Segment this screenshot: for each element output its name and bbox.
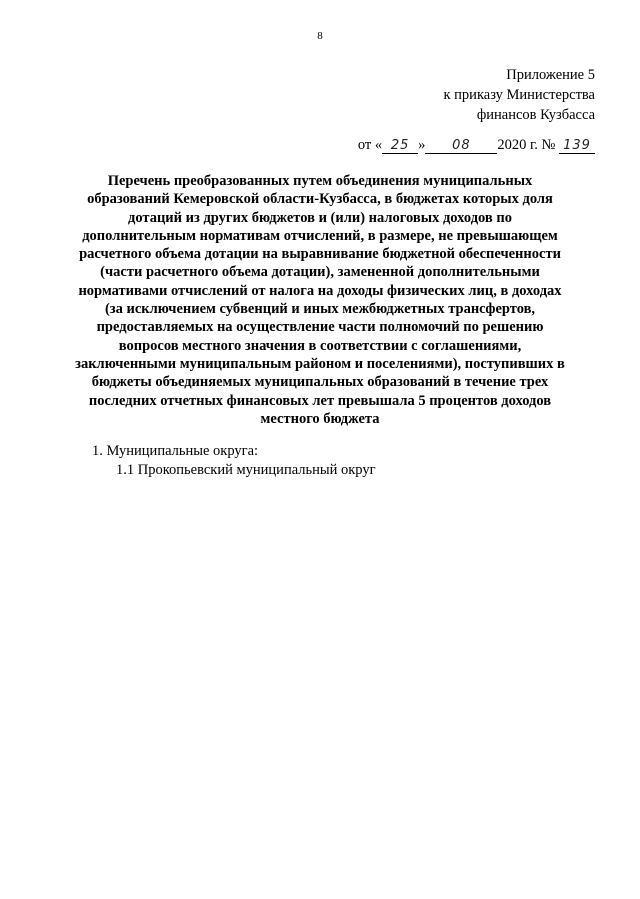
title-line: дотаций из других бюджетов и (или) налоговых доходов по — [128, 209, 512, 226]
document-title — [70, 172, 570, 428]
municipality-list — [92, 442, 376, 480]
list-item: 1. Муниципальные округа: — [92, 443, 259, 459]
title-line: расчетного объема дотации на выравнивание бюджетной обеспеченности — [79, 246, 561, 263]
order-date-line — [358, 136, 595, 154]
title-line: заключенными муниципальным районом и поселениями), поступивших в — [75, 355, 565, 372]
title-line: дополнительным нормативам отчислений, в размере, не превышающем — [82, 227, 558, 244]
order-prefix: от « — [357, 137, 383, 153]
order-day: 25 — [382, 139, 418, 154]
title-line: последних отчетных финансовых лет превышала 5 процентов доходов — [88, 392, 552, 409]
list-sub-item: 1.1 Прокопьевский муниципальный округ — [116, 462, 376, 478]
order-number: 139 — [559, 139, 595, 154]
title-line: Перечень преобразованных путем объединения муниципальных — [107, 173, 533, 189]
title-line: (части расчетного объема дотации), замененной дополнительными — [100, 264, 540, 281]
title-line: образований Кемеровской области-Кузбасса, в бюджетах которых доля — [87, 191, 553, 208]
appendix-header — [444, 65, 596, 125]
title-line: предоставляемых на осуществление части полномочий по решению — [96, 319, 544, 336]
appendix-line-2: к приказу Министерства — [443, 87, 595, 103]
title-line: (за исключением субвенций и иных межбюджетных трансфертов, — [104, 301, 536, 318]
order-month: 08 — [425, 139, 497, 154]
title-line: местного бюджета — [260, 410, 380, 427]
title-line: нормативами отчислений от налога на доходы физических лиц, в доходах — [78, 282, 562, 299]
order-year-label: 2020 г. № — [497, 137, 556, 153]
order-quote-close: » — [418, 137, 426, 153]
appendix-line-1: Приложение 5 — [506, 67, 595, 83]
title-line: вопросов местного значения в соответствии с соглашениями, — [118, 337, 522, 354]
appendix-line-3: финансов Кузбасса — [476, 107, 595, 123]
page-number: 8 — [317, 30, 323, 42]
title-line: бюджеты объединяемых муниципальных образований в течение трех — [91, 374, 549, 391]
